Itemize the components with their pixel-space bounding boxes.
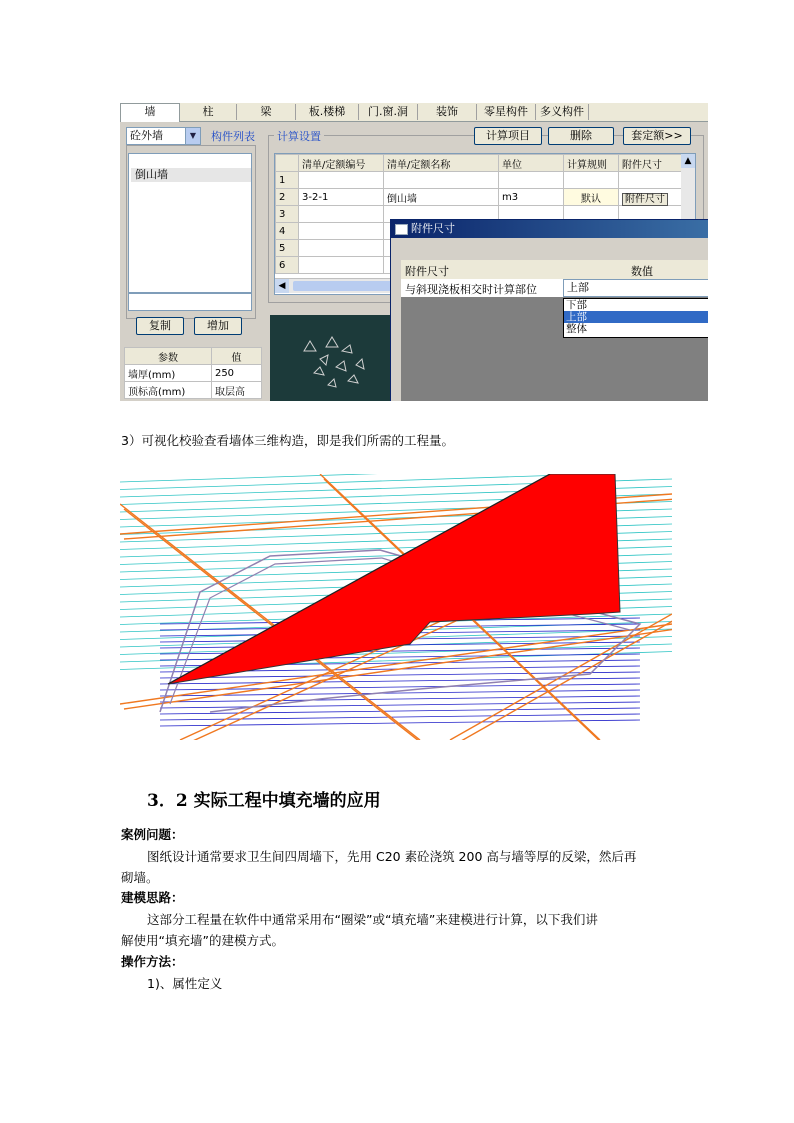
tab-wall[interactable]: 墙 <box>120 103 180 122</box>
cell-name[interactable]: 倒山墙 <box>384 189 499 206</box>
dialog-grid-header <box>401 260 708 280</box>
row-number: 1 <box>276 172 299 189</box>
tab-decoration[interactable]: 装饰 <box>418 104 477 120</box>
parameter-table <box>124 347 262 399</box>
component-type-value: 砼外墙 <box>130 129 163 142</box>
option-upper[interactable]: 上部 <box>564 311 708 323</box>
approach-text-line2: 解使用“填充墙”的建模方式。 <box>121 933 284 948</box>
row-number: 2 <box>276 189 299 206</box>
apply-quota-button[interactable]: 套定额>> <box>623 127 691 145</box>
table-row[interactable] <box>276 172 695 189</box>
component-name-field[interactable] <box>128 293 252 311</box>
delete-button[interactable]: 删除 <box>548 127 614 145</box>
scroll-up-icon[interactable]: ▲ <box>681 154 695 168</box>
list-item[interactable]: 倒山墙 <box>131 168 251 182</box>
case-label: 案例问题： <box>121 827 184 842</box>
tab-misc-component[interactable]: 零星构件 <box>477 104 536 120</box>
col-attach: 附件尺寸 <box>619 155 695 172</box>
tab-column[interactable]: 柱 <box>180 104 237 120</box>
calc-settings-title: 计算设置 <box>274 128 324 144</box>
red-wall-face <box>168 474 620 684</box>
calc-item-button[interactable]: 计算项目 <box>474 127 542 145</box>
cell-code[interactable]: 3-2-1 <box>299 189 384 206</box>
scroll-left-icon[interactable]: ◀ <box>275 279 289 293</box>
table-row <box>125 365 262 382</box>
component-type-select[interactable] <box>126 127 201 145</box>
cell-unit[interactable]: m3 <box>499 189 564 206</box>
row-number: 6 <box>276 257 299 274</box>
copy-button[interactable]: 复制 <box>136 317 184 335</box>
col-code: 清单/定额编号 <box>299 155 384 172</box>
row-number: 5 <box>276 240 299 257</box>
dialog-row <box>401 279 708 297</box>
add-button[interactable]: 增加 <box>194 317 242 335</box>
col-name: 清单/定额名称 <box>384 155 499 172</box>
chevron-down-icon[interactable]: ▼ <box>185 128 200 144</box>
case-text-line1: 图纸设计通常要求卫生间四周墙下，先用 C20 素砼浇筑 200 高与墙等厚的反梁，然后再 <box>147 849 637 864</box>
floor-line <box>160 696 640 702</box>
tab-multi-component[interactable]: 多义构件 <box>536 104 589 120</box>
option-whole[interactable]: 整体 <box>566 323 587 335</box>
position-select-value: 上部 <box>567 281 589 294</box>
triangle-pattern-icon <box>270 315 390 401</box>
component-tab-bar <box>120 103 708 122</box>
wall-3d-render <box>120 474 672 740</box>
row-number: 4 <box>276 223 299 240</box>
param-name: 墙厚(mm) <box>125 365 212 382</box>
value-header: 值 <box>211 348 261 365</box>
dialog-title: 附件尺寸 <box>411 222 455 235</box>
component-list <box>128 153 252 293</box>
dialog-row-label: 与斜现浇板相交时计算部位 <box>405 283 537 296</box>
method-step1: 1)、属性定义 <box>147 976 223 991</box>
component-list-title: 构件列表 <box>211 130 255 143</box>
param-name: 顶标高(mm) <box>125 382 212 399</box>
table-row[interactable] <box>276 189 695 206</box>
position-dropdown-list <box>563 298 708 338</box>
option-lower[interactable]: 下部 <box>566 299 587 311</box>
cell-rule[interactable]: 默认 <box>564 189 619 206</box>
floor-line <box>160 702 640 708</box>
param-value[interactable]: 取层高 <box>211 382 261 399</box>
preview-canvas[interactable] <box>270 315 390 401</box>
section-title: 3．2 实际工程中填充墙的应用 <box>147 791 381 811</box>
table-row <box>125 382 262 399</box>
dialog-col-attach: 附件尺寸 <box>405 265 449 278</box>
step3-caption: 3）可视化校验查看墙体三维构造，即是我们所需的工程量。 <box>121 433 454 448</box>
param-value[interactable]: 250 <box>211 365 261 382</box>
param-header: 参数 <box>125 348 212 365</box>
3d-wall-render-image <box>120 474 672 740</box>
window-icon <box>395 224 408 235</box>
attach-size-button[interactable]: 附件尺寸 <box>622 193 668 206</box>
software-screenshot <box>120 103 708 401</box>
tab-beam[interactable]: 梁 <box>237 104 296 120</box>
approach-text-line1: 这部分工程量在软件中通常采用布“圈梁”或“填充墙”来建模进行计算，以下我们讲 <box>147 912 598 927</box>
dialog-title-bar[interactable] <box>391 220 708 238</box>
cell-rule[interactable] <box>564 172 619 189</box>
floor-line <box>160 684 640 690</box>
attach-size-dialog <box>390 219 708 401</box>
col-unit: 单位 <box>499 155 564 172</box>
case-text-line2: 砌墙。 <box>121 870 159 885</box>
row-number: 3 <box>276 206 299 223</box>
approach-label: 建模思路： <box>121 890 184 905</box>
position-select[interactable] <box>563 279 708 297</box>
method-label: 操作方法： <box>121 954 184 969</box>
dialog-col-value: 数值 <box>631 265 653 278</box>
tab-slab-stair[interactable]: 板.楼梯 <box>296 104 359 120</box>
cell-code[interactable] <box>299 172 384 189</box>
cell-unit[interactable] <box>499 172 564 189</box>
col-rule: 计算规则 <box>564 155 619 172</box>
tab-door-window[interactable]: 门.窗.洞 <box>359 104 418 120</box>
cell-name[interactable] <box>384 172 499 189</box>
